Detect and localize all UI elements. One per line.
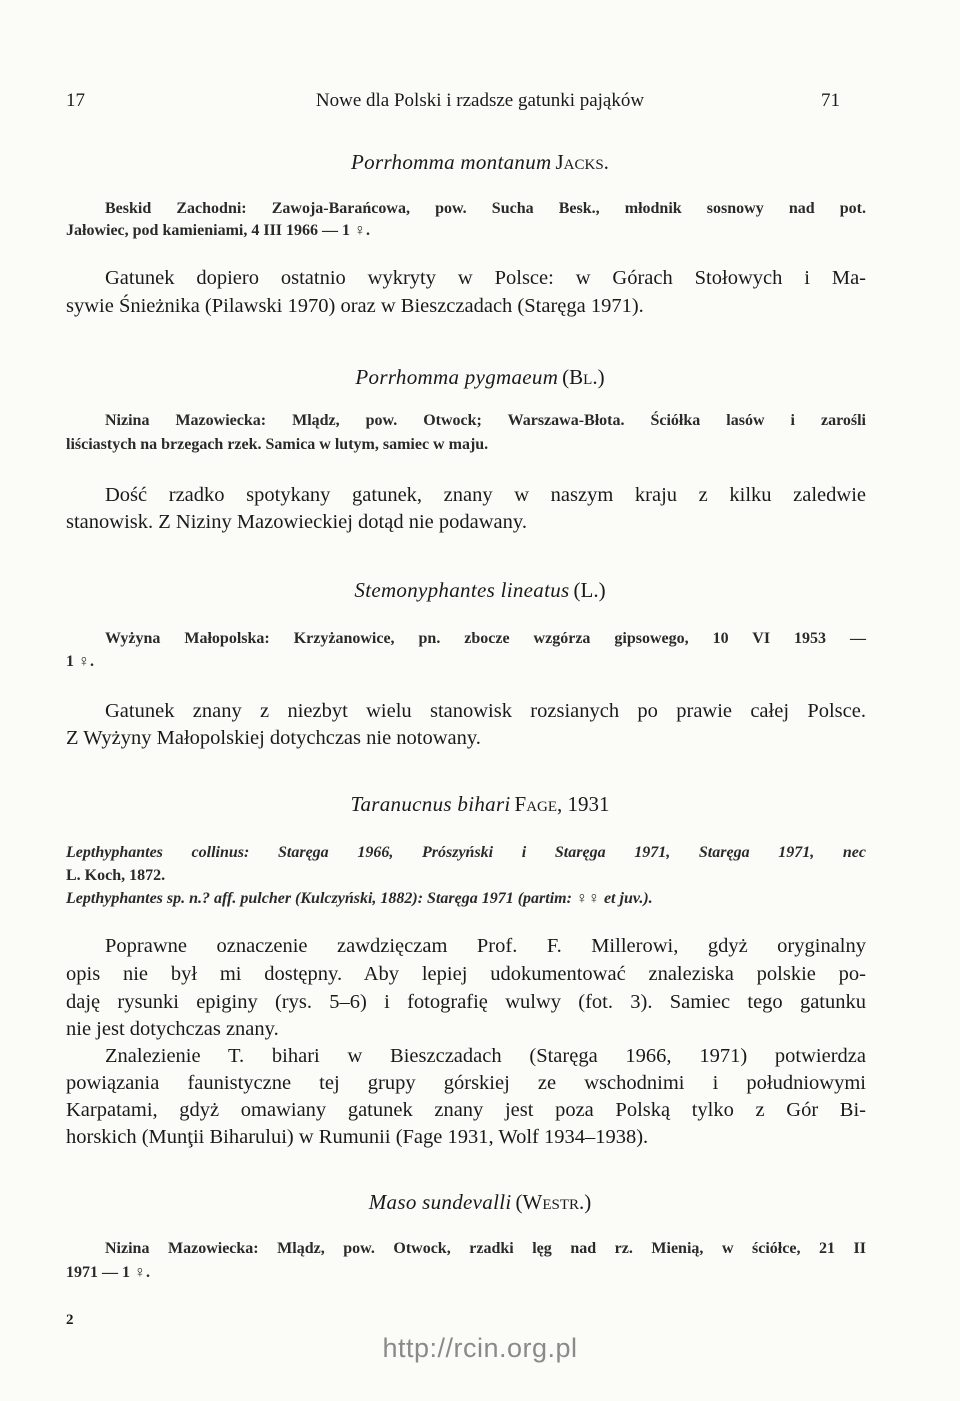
- signature-mark: 2: [66, 1312, 74, 1328]
- page-number-right: 71: [821, 90, 840, 111]
- record-line: Nizina Mazowiecka: Mlądz, pow. Otwock; Warszawa-Błota. Ściółka lasów i zarośli: [105, 412, 866, 429]
- note-line: Gatunek dopiero ostatnio wykryty w Polsce: w Górach Stołowych i Ma-: [105, 267, 866, 289]
- species-author: (Westr.): [515, 1190, 592, 1214]
- note-line: Znalezienie T. bihari w Bieszczadach (Staręga 1966, 1971) potwierdza: [105, 1045, 866, 1067]
- note-line: Z Wyżyny Małopolskiej dotychczas nie notowany.: [66, 727, 481, 749]
- note-line: sywie Śnieżnika (Pilawski 1970) oraz w Bieszczadach (Staręga 1971).: [66, 295, 644, 317]
- synonym-line: Lepthyphantes collinus: Staręga 1966, Prószyński i Staręga 1971, Staręga 1971, nec: [66, 844, 866, 861]
- species-name: Porrhomma montanum: [351, 150, 552, 174]
- synonym-line: Lepthyphantes sp. n.? aff. pulcher (Kulczyński, 1882): Staręga 1971 (partim: ♀♀ et juv.).: [66, 890, 653, 907]
- record-line: 1 ♀.: [66, 653, 94, 670]
- species-author: (L.): [573, 578, 606, 602]
- running-title: Nowe dla Polski i rzadsze gatunki pająków: [315, 90, 645, 111]
- species-name: Maso sundevalli: [368, 1190, 512, 1214]
- species-name: Porrhomma pygmaeum: [355, 365, 559, 389]
- species-heading: [0, 1190, 960, 1215]
- species-heading: [0, 150, 960, 175]
- species-name: Taranucnus bihari: [350, 792, 511, 816]
- note-line: Poprawne oznaczenie zawdzięczam Prof. F. Millerowi, gdyż oryginalny: [105, 935, 866, 957]
- note-line: nie jest dotychczas znany.: [66, 1018, 279, 1040]
- note-line: opis nie był mi dostępny. Aby lepiej udokumentować znaleziska polskie po-: [66, 963, 866, 985]
- species-author: Fage, 1931: [514, 792, 610, 816]
- source-url-watermark: http://rcin.org.pl: [382, 1333, 578, 1363]
- species-author: Jacks.: [555, 150, 609, 174]
- record-line: 1971 — 1 ♀.: [66, 1264, 150, 1281]
- note-line: horskich (Munţii Biharului) w Rumunii (Fage 1931, Wolf 1934–1938).: [66, 1126, 649, 1148]
- species-heading: [0, 578, 960, 603]
- record-line: Beskid Zachodni: Zawoja-Barańcowa, pow. Sucha Besk., młodnik sosnowy nad pot.: [105, 200, 866, 217]
- note-line: daję rysunki epiginy (rys. 5–6) i fotografię wulwy (fot. 3). Samiec tego gatunku: [66, 991, 866, 1013]
- note-line: powiązania faunistyczne tej grupy górskiej ze wschodnimi i południowymi: [66, 1072, 866, 1094]
- record-line: Wyżyna Małopolska: Krzyżanowice, pn. zbocze wzgórza gipsowego, 10 VI 1953 —: [105, 630, 866, 647]
- synonym-line: L. Koch, 1872.: [66, 867, 166, 884]
- record-line: Nizina Mazowiecka: Mlądz, pow. Otwock, rzadki lęg nad rz. Mienią, w ściółce, 21 II: [105, 1240, 866, 1257]
- species-heading: [0, 792, 960, 817]
- note-line: stanowisk. Z Niziny Mazowieckiej dotąd nie podawany.: [66, 511, 527, 533]
- note-line: Gatunek znany z niezbyt wielu stanowisk rozsianych po prawie całej Polsce.: [105, 700, 866, 722]
- note-line: Karpatami, gdyż omawiany gatunek znany jest poza Polską tylko z Gór Bi-: [66, 1099, 866, 1121]
- record-line: Jałowiec, pod kamieniami, 4 III 1966 — 1 ♀.: [66, 222, 371, 239]
- note-line: Dość rzadko spotykany gatunek, znany w naszym kraju z kilku zaledwie: [105, 484, 866, 506]
- record-line: liściastych na brzegach rzek. Samica w lutym, samiec w maju.: [66, 436, 489, 453]
- page-number-left: 17: [66, 90, 85, 111]
- species-author: (Bl.): [562, 365, 605, 389]
- species-name: Stemonyphantes lineatus: [354, 578, 570, 602]
- species-heading: [0, 365, 960, 390]
